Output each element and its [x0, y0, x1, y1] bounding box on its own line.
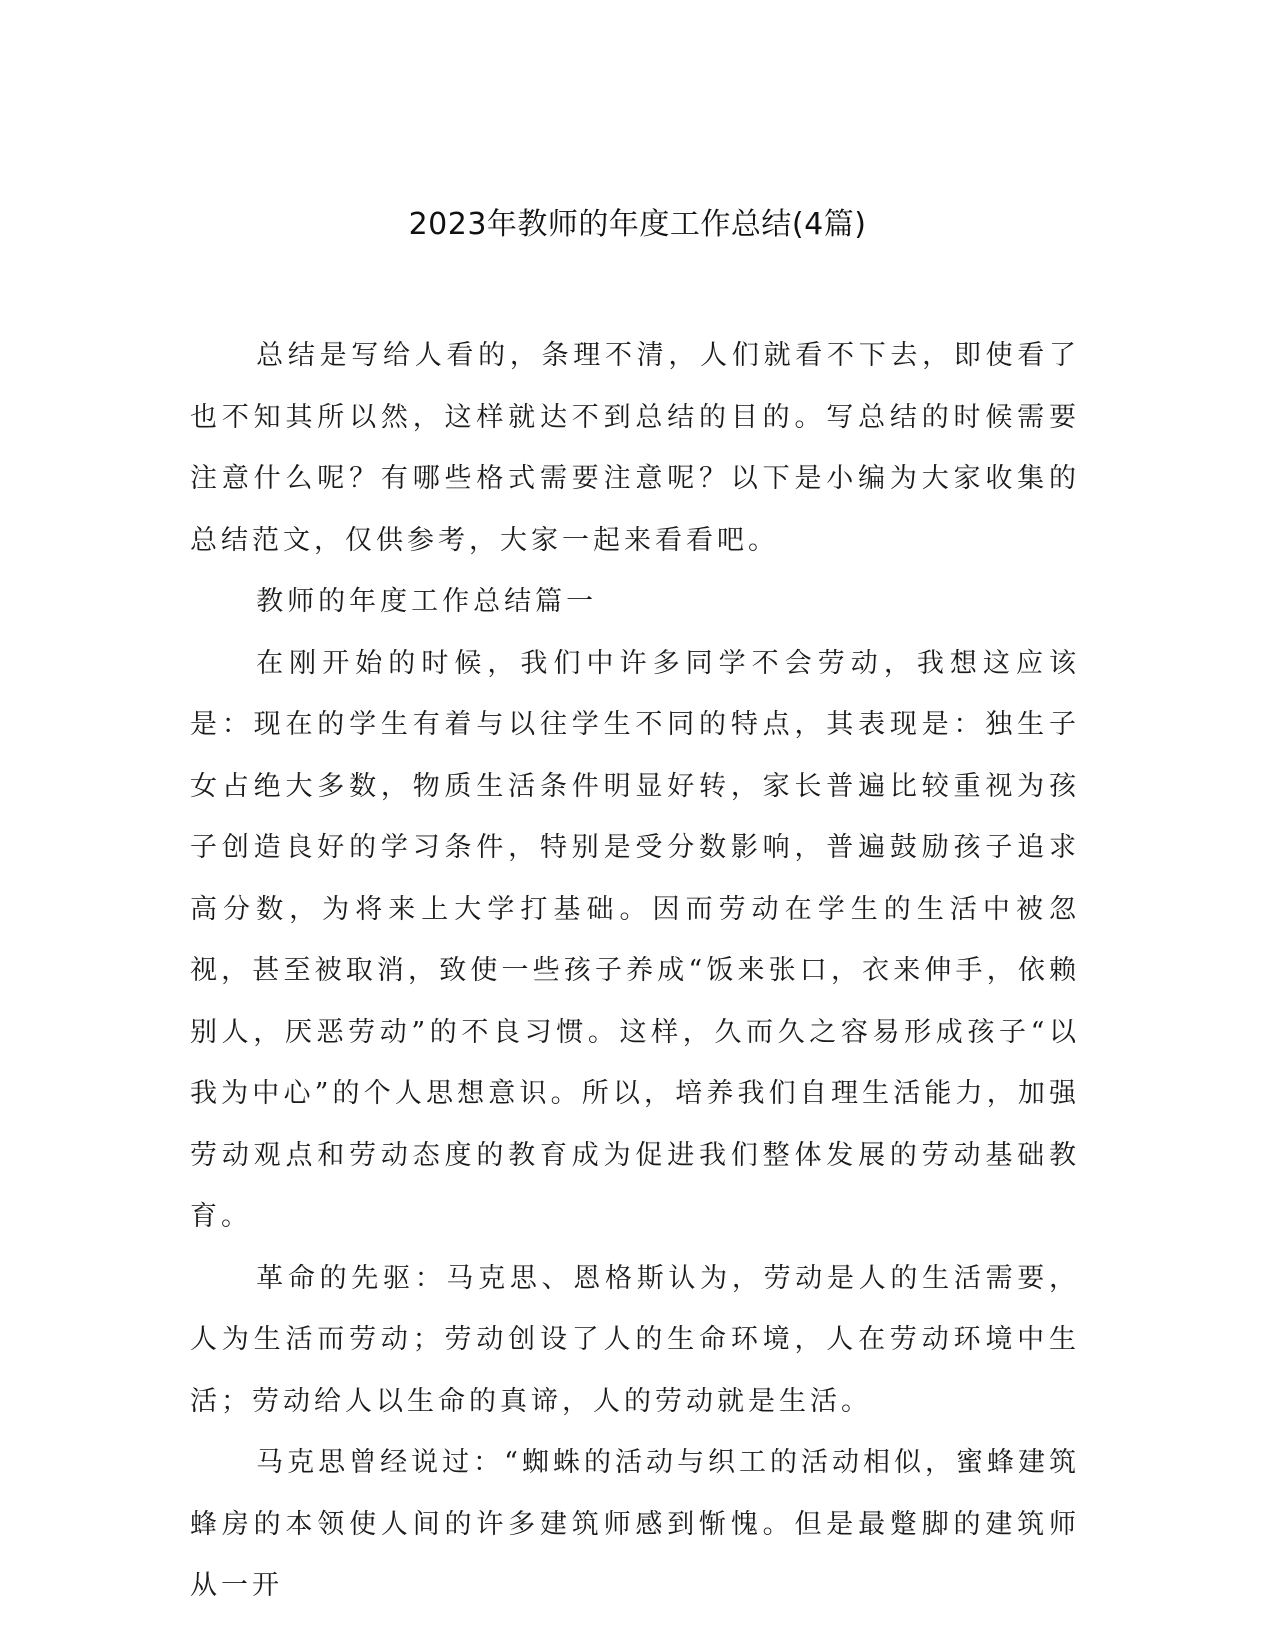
- document-body: [190, 325, 1080, 1617]
- body-paragraph: 在刚开始的时候，我们中许多同学不会劳动，我想这应该是：现在的学生有着与以往学生不同的特点，其表现是：独生子女占绝大多数，物质生活条件明显好转，家长普遍比较重视为孩子创造良好的学习条件，特别是受分数影响，普遍鼓励孩子追求高分数，为将来上大学打基础。因而劳动在学生的生活中被忽视，甚至被取消，致使一些孩子养成“饭来张口，衣来伸手，依赖别人，厌恶劳动”的不良习惯。这样，久而久之容易形成孩子“以我为中心”的个人思想意识。所以，培养我们自理生活能力，加强劳动观点和劳动态度的教育成为促进我们整体发展的劳动基础教育。: [190, 647, 1080, 1232]
- body-paragraph: 革命的先驱：马克思、恩格斯认为，劳动是人的生活需要，人为生活而劳动；劳动创设了人的生命环境，人在劳动环境中生活；劳动给人以生命的真谛，人的劳动就是生活。: [190, 1262, 1080, 1417]
- intro-paragraph: 总结是写给人看的，条理不清，人们就看不下去，即使看了也不知其所以然，这样就达不到总结的目的。写总结的时候需要注意什么呢？有哪些格式需要注意呢？以下是小编为大家收集的总结范文，仅供参考，大家一起来看看吧。: [190, 340, 1080, 556]
- body-paragraph: 马克思曾经说过：“蜘蛛的活动与织工的活动相似，蜜蜂建筑蜂房的本领使人间的许多建筑师感到惭愧。但是最蹩脚的建筑师从一开: [190, 1447, 1080, 1601]
- section-heading: 教师的年度工作总结篇一: [256, 586, 598, 617]
- document-title: 2023年教师的年度工作总结(4篇): [408, 207, 867, 242]
